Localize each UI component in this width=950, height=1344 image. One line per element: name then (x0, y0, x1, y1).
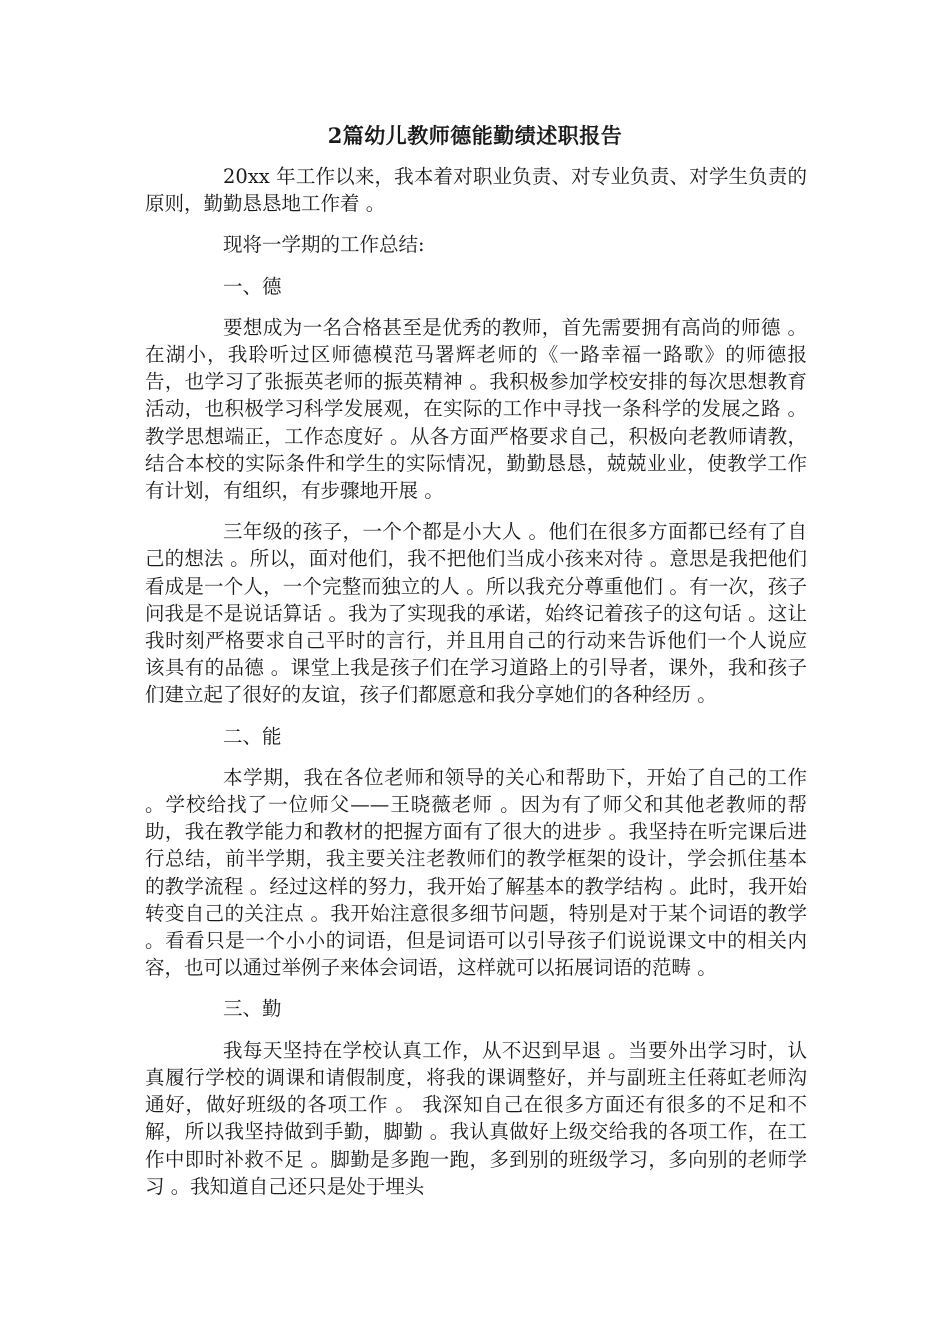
section-heading-neng: 二、能 (223, 724, 282, 748)
section-heading-de: 一、德 (223, 274, 282, 298)
paragraph-de-1: 要想成为一名合格甚至是优秀的教师，首先需要拥有高尚的师德 。在湖小，我聆听过区师德模范马署辉老师的《一路幸福一路歌》的师德报告，也学习了张振英老师的振英精神 。我积极参加学校安排的每次思想教育活动，也积极学习科学发展观，在实际的工作中寻找一条科学的发展之路 。教学思想端正，工作态度好 。从各方面严格要求自己，积极向老教师请教，结合本校的实际条件和学生的实际情况，勤勤恳恳，兢兢业业，使教学工作有计划，有组织，有步骤地开展 。 (145, 315, 807, 503)
document-body (145, 163, 807, 1214)
paragraph-intro: 20xx 年工作以来，我本着对职业负责、对专业负责、对学生负责的原则，勤勤恳恳地工作着 。 (145, 165, 807, 216)
document-title: 2篇幼儿教师德能勤绩述职报告 (327, 123, 623, 148)
section-heading-qin: 三、勤 (223, 997, 282, 1021)
paragraph-de-2: 三年级的孩子，一个个都是小大人 。他们在很多方面都已经有了自己的想法 。所以，面对他们，我不把他们当成小孩来对待 。意思是我把他们看成是一个人，一个完整而独立的人 。所以我充分尊重他们 。有一次，孩子问我是不是说话算话 。我为了实现我的承诺，始终记着孩子的这句话 。这让我时刻严格要求自己平时的言行，并且用自己的行动来告诉他们一个人说应该具有的品德 。课堂上我是孩子们在学习道路上的引导者，课外，我和孩子们建立起了很好的友谊，孩子们都愿意和我分享她们的各种经历 。 (145, 520, 807, 707)
paragraph-qin-1: 我每天坚持在学校认真工作，从不迟到早退 。当要外出学习时，认真履行学校的调课和请假制度，将我的课调整好，并与副班主任蒋虹老师沟通好，做好班级的各项工作 。 我深知自己在很多方面还有很多的不足和不解，所以我坚持做到手勤，脚勤 。我认真做好上级交给我的各项工作，在工作中即时补救不足 。脚勤是多跑一跑，多到别的班级学习，多向别的老师学习 。我知道自己还只是处于埋头 (145, 1038, 807, 1198)
paragraph-neng-1: 本学期，我在各位老师和领导的关心和帮助下，开始了自己的工作 。学校给找了一位师父——王晓薇老师 。因为有了师父和其他老教师的帮助，我在教学能力和教材的把握方面有了很大的进步 。我坚持在听完课后进行总结，前半学期，我主要关注老教师们的教学框架的设计，学会抓住基本的教学流程 。经过这样的努力，我开始了解基本的教学结构 。此时，我开始转变自己的关注点 。我开始注意很多细节问题，特别是对于某个词语的教学 。看看只是一个小小的词语，但是词语可以引导孩子们说说课文中的相关内容，也可以通过举例子来体会词语，这样就可以拓展词语的范畴 。 (145, 765, 807, 980)
paragraph-summary-lead: 现将一学期的工作总结: (223, 233, 425, 257)
